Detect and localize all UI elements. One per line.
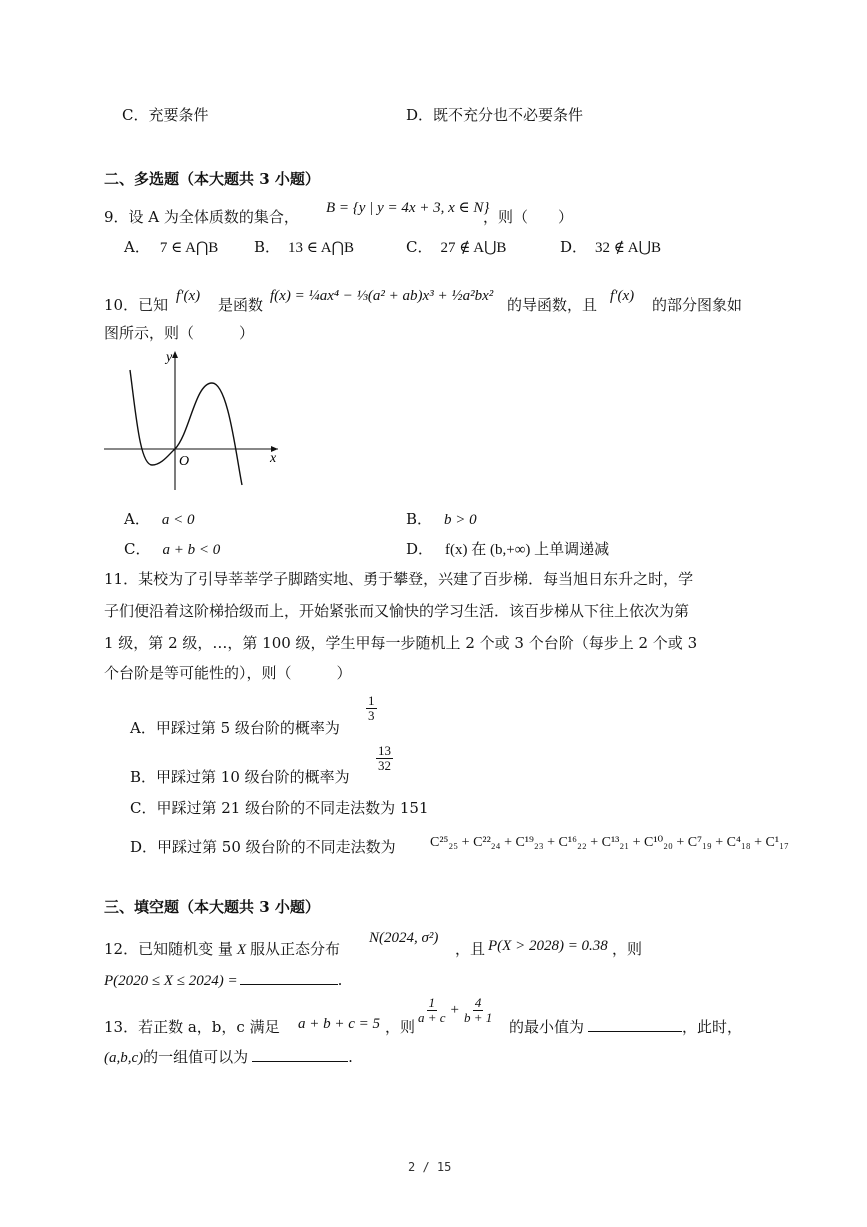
q13-line-2 — [104, 1046, 353, 1067]
q10-option-d — [406, 538, 609, 559]
q12-stem-a: 12．已知随机变 量 — [104, 940, 233, 958]
q12-ask-expr: P(2020 ≤ X ≤ 2024) = — [104, 973, 238, 989]
q12-ask-line — [104, 970, 342, 990]
q13-fraction-2 — [462, 996, 494, 1024]
q11-line-2: 子们便沿着这阶梯拾级而上，开始紧张而又愉快的学习生活．该百步梯从下往上依次为第 — [104, 602, 690, 620]
q11-line-3: 1 级，第 2 级，…，第 100 级，学生甲每一步随机上 2 个或 3 个台阶（每步上 2 个或 3 — [104, 634, 698, 652]
fraction-numerator: 4 — [474, 995, 482, 1010]
q9-tail: ，则（ ） — [483, 208, 574, 226]
q12-stem-c: ，且 — [455, 940, 486, 958]
fraction-denominator: b + 1 — [464, 1009, 493, 1025]
q9-option-c-label: C． — [406, 238, 433, 256]
q11-option-b: B．甲踩过第 10 级台阶的概率为 — [130, 768, 350, 786]
q12-stem-b: 服从正态分布 — [250, 940, 341, 958]
q10-fprime-1: f′(x) — [176, 288, 201, 304]
q12-condition: P(X > 2028) = 0.38 — [488, 938, 608, 954]
q12-stem — [104, 938, 340, 959]
q10-stem-b: 是函数 — [218, 296, 264, 314]
q10-option-d-label: D． — [406, 540, 434, 558]
q12-variable-x: X — [236, 942, 247, 958]
q12-end-period: . — [337, 971, 343, 989]
q11-option-a: A．甲踩过第 5 级台阶的概率为 — [130, 719, 340, 737]
q9-option-b-label: B． — [254, 238, 281, 256]
q10-option-d-expr: f(x) 在 (b,+∞) 上单调递减 — [445, 542, 610, 558]
q9-option-d-label: D． — [560, 238, 588, 256]
q11-option-b-fraction — [376, 744, 393, 772]
q13-condition: a + b + c = 5 — [298, 1016, 381, 1032]
plus-sign: + — [450, 1002, 460, 1019]
q10-option-b — [406, 508, 477, 529]
y-axis-arrow — [172, 351, 178, 358]
q13-stem-a: 13．若正数 a，b，c 满足 — [104, 1018, 280, 1036]
q11-option-c: C．甲踩过第 21 级台阶的不同走法数为 151 — [130, 799, 429, 817]
q10-stem-a: 10．已知 — [104, 296, 169, 314]
q11-option-d-combination-sum: C²⁵₂₅ + C²²₂₄ + C¹⁹₂₃ + C¹⁶₂₂ + C¹³₂₁ + C¹⁰₂₀ + C⁷₁₉ + C⁴₁₈ + C¹₁₇ — [430, 835, 789, 850]
section-title-multiple-choice: 二、多选题（本大题共 3 小题） — [104, 170, 320, 188]
q11-option-d: D．甲踩过第 50 级台阶的不同走法数为 — [130, 838, 396, 856]
q13-stem-c: 的最小值为 — [509, 1018, 585, 1036]
q13-fraction-1 — [416, 996, 448, 1024]
q11-option-a-fraction — [366, 694, 377, 722]
q13-stem-e: 的一组值可以为 — [143, 1048, 249, 1066]
q10-derivative-graph — [100, 345, 285, 495]
fraction-denominator: a + c — [418, 1009, 446, 1025]
section-title-fill-in: 三、填空题（本大题共 3 小题） — [104, 898, 320, 916]
q9-option-d-expr: 32 ∉ A⋃B — [595, 240, 661, 256]
q10-option-c — [124, 538, 220, 559]
q10-option-b-label: B． — [406, 510, 433, 528]
q9-option-a-expr: 7 ∈ A⋂B — [159, 240, 219, 256]
q10-function-def: f(x) = ¼ax⁴ − ⅓(a² + ab)x³ + ½a²bx² — [270, 288, 494, 304]
q11-line-1: 11．某校为了引导莘莘学子脚踏实地、勇于攀登，兴建了百步梯．每当旭日东升之时，学 — [104, 570, 694, 588]
q9-option-c — [406, 236, 506, 257]
q9-option-c-expr: 27 ∉ A⋃B — [440, 240, 507, 256]
prev-option-c: C．充要条件 — [122, 106, 209, 124]
q12-distribution: N(2024, σ²) — [369, 930, 439, 946]
q9-option-b — [254, 236, 354, 257]
q9-option-a-label: A． — [124, 238, 150, 256]
q9-option-d — [560, 236, 661, 257]
q10-option-a-label: A． — [124, 510, 150, 528]
q13-tuple: (a,b,c) — [104, 1050, 144, 1066]
q13-min-value-blank[interactable] — [588, 1017, 682, 1032]
q13-end-period: . — [348, 1048, 353, 1066]
fraction-numerator: 1 — [368, 693, 375, 708]
q10-option-c-expr: a + b < 0 — [162, 542, 221, 558]
q9-option-b-expr: 13 ∈ A⋂B — [288, 240, 354, 256]
q13-fraction-expression — [415, 996, 495, 1024]
q10-option-c-label: C． — [124, 540, 151, 558]
q13-stem-d: ，此时， — [682, 1018, 743, 1036]
question-9-stem — [104, 206, 299, 227]
q12-answer-blank[interactable] — [240, 970, 338, 985]
origin-label: O — [179, 454, 190, 469]
q13-tuple-blank[interactable] — [252, 1047, 348, 1062]
q10-option-a — [124, 508, 194, 529]
fraction-numerator: 13 — [378, 743, 391, 758]
q10-stem-c: 的导函数，且 — [507, 296, 598, 314]
q13-stem-b: ，则 — [385, 1018, 416, 1036]
q10-stem-d: 的部分图象如 — [652, 296, 743, 314]
fraction-denominator: 3 — [368, 707, 375, 723]
q9-option-a — [124, 236, 218, 257]
prev-option-d: D．既不充分也不必要条件 — [406, 106, 584, 124]
q9-set-expression: B = {y | y = 4x + 3, x ∈ N} — [326, 200, 490, 216]
q13-stem-c-line — [509, 1016, 742, 1037]
q10-option-b-expr: b > 0 — [444, 512, 477, 528]
fraction-numerator: 1 — [428, 995, 436, 1010]
q10-stem-line2: 图所示，则（ ） — [104, 324, 255, 342]
fraction-denominator: 32 — [378, 757, 391, 773]
y-axis-label: y — [166, 350, 173, 365]
q10-fprime-2: f′(x) — [610, 288, 635, 304]
q12-stem-d: ，则 — [612, 940, 643, 958]
q10-option-a-expr: a < 0 — [161, 512, 195, 528]
x-axis-label: x — [270, 451, 277, 466]
q11-line-4: 个台阶是等可能性的），则（ ） — [104, 664, 352, 682]
q9-stem-text: 9．设 A 为全体质数的集合， — [104, 208, 299, 226]
page-number: 2 / 15 — [408, 1160, 452, 1174]
